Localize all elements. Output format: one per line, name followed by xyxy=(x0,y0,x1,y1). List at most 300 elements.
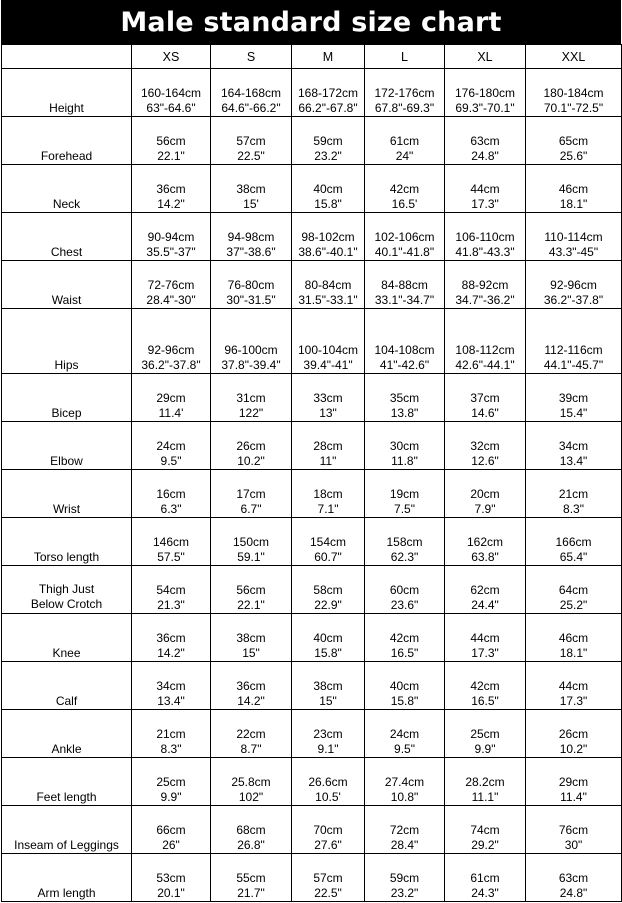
measurement-label-line: Thigh Just xyxy=(38,582,95,596)
cm-value: 146cm xyxy=(152,535,190,549)
cm-value: 29cm xyxy=(156,391,186,405)
cm-value: 88-92cm xyxy=(461,278,509,292)
cm-value: 25.8cm xyxy=(231,775,271,789)
measurement-label: Neck xyxy=(2,165,132,213)
cm-value: 40cm xyxy=(313,631,343,645)
inch-value: 14.2" xyxy=(237,694,265,708)
cm-value: 37cm xyxy=(470,391,500,405)
cm-value: 65cm xyxy=(558,134,589,148)
measurement-cell xyxy=(526,117,622,165)
measurement-cell xyxy=(211,261,292,309)
cm-value: 158cm xyxy=(386,535,423,549)
inch-value: 22.1" xyxy=(157,149,185,163)
measurement-cell xyxy=(132,117,211,165)
inch-value: 33.1"-34.7" xyxy=(374,293,435,307)
inch-value: 11" xyxy=(319,454,337,468)
inch-value: 22.9" xyxy=(314,598,342,612)
measurement-cell xyxy=(211,309,292,374)
measurement-cell xyxy=(211,854,292,902)
measurement-row xyxy=(2,470,622,518)
cm-value: 55cm xyxy=(236,871,266,885)
inch-value: 16.5" xyxy=(471,694,499,708)
measurement-cell xyxy=(292,309,365,374)
measurement-cell xyxy=(445,758,526,806)
measurement-cell xyxy=(292,614,365,662)
cm-value: 26cm xyxy=(558,727,589,741)
cm-value: 44cm xyxy=(558,679,589,693)
measurement-cell xyxy=(132,69,211,117)
measurement-cell xyxy=(365,261,445,309)
cm-value: 46cm xyxy=(558,182,589,196)
cm-value: 56cm xyxy=(236,583,266,597)
measurement-cell xyxy=(292,518,365,566)
cm-value: 33cm xyxy=(313,391,343,405)
cm-value: 40cm xyxy=(389,679,420,693)
inch-value: 17.3" xyxy=(559,694,588,708)
measurement-row xyxy=(2,758,622,806)
measurement-cell xyxy=(365,614,445,662)
measurement-cell xyxy=(526,662,622,710)
measurement-cell xyxy=(365,662,445,710)
inch-value: 11.8" xyxy=(391,454,418,468)
measurement-row xyxy=(2,854,622,902)
measurement-cell xyxy=(526,854,622,902)
cm-value: 92-96cm xyxy=(550,278,597,292)
cm-value: 94-98cm xyxy=(227,230,275,244)
measurement-cell xyxy=(292,69,365,117)
inch-value: 18.1" xyxy=(559,197,588,211)
inch-value: 15' xyxy=(243,197,259,211)
inch-value: 6.7" xyxy=(240,502,262,516)
cm-value: 66cm xyxy=(156,823,186,837)
measurement-cell xyxy=(292,758,365,806)
measurement-label xyxy=(2,566,132,614)
inch-value: 13" xyxy=(319,406,337,420)
cm-value: 46cm xyxy=(558,631,589,645)
cm-value: 34cm xyxy=(558,439,589,453)
inch-value: 24" xyxy=(395,149,414,163)
cm-value: 63cm xyxy=(558,871,589,885)
cm-value: 24cm xyxy=(389,727,420,741)
inch-value: 41"-42.6" xyxy=(379,358,430,372)
inch-value: 12.6" xyxy=(471,454,499,468)
cm-value: 54cm xyxy=(156,583,186,597)
measurement-cell xyxy=(445,165,526,213)
cm-value: 44cm xyxy=(470,631,500,645)
measurement-cell xyxy=(292,374,365,422)
cm-value: 112-116cm xyxy=(544,343,603,357)
measurement-cell xyxy=(445,566,526,614)
inch-value: 10.5' xyxy=(315,790,341,804)
measurement-cell xyxy=(132,614,211,662)
inch-value: 16.5' xyxy=(391,197,418,211)
inch-value: 15" xyxy=(319,694,337,708)
inch-value: 14.6" xyxy=(471,406,499,420)
measurement-cell xyxy=(365,374,445,422)
cm-value: 35cm xyxy=(389,391,420,405)
size-header-xxl: XXL xyxy=(526,45,622,69)
size-header-l: L xyxy=(365,45,445,69)
inch-value: 21.7" xyxy=(237,886,265,900)
inch-value: 43.3"-45" xyxy=(548,245,599,259)
inch-value: 63.8" xyxy=(471,550,499,564)
inch-value: 15.8" xyxy=(314,646,342,660)
inch-value: 38.6"-40.1" xyxy=(298,245,358,259)
cm-value: 98-102cm xyxy=(301,230,355,244)
measurement-cell xyxy=(292,470,365,518)
inch-value: 65.4" xyxy=(559,550,588,564)
measurement-cell xyxy=(445,374,526,422)
cm-value: 32cm xyxy=(470,439,500,453)
cm-value: 162cm xyxy=(466,535,504,549)
inch-value: 8.7" xyxy=(240,742,262,756)
measurement-cell xyxy=(445,806,526,854)
inch-value: 11.4' xyxy=(158,406,184,420)
measurement-cell xyxy=(445,710,526,758)
measurement-cell xyxy=(292,662,365,710)
measurement-cell xyxy=(211,566,292,614)
cm-value: 23cm xyxy=(313,727,343,741)
measurement-cell xyxy=(365,165,445,213)
inch-value: 15.8" xyxy=(390,694,419,708)
measurement-cell xyxy=(132,566,211,614)
measurement-cell xyxy=(445,854,526,902)
measurement-cell xyxy=(526,566,622,614)
cm-value: 44cm xyxy=(470,182,500,196)
measurement-cell xyxy=(526,614,622,662)
measurement-cell xyxy=(132,374,211,422)
measurement-row xyxy=(2,261,622,309)
cm-value: 180-184cm xyxy=(543,86,604,100)
measurement-cell xyxy=(445,518,526,566)
measurement-cell xyxy=(292,806,365,854)
inch-value: 9.5" xyxy=(160,454,182,468)
cm-value: 108-112cm xyxy=(455,343,515,357)
inch-value: 15" xyxy=(242,646,260,660)
measurement-label-line: Below Crotch xyxy=(30,597,103,611)
cm-value: 17cm xyxy=(236,487,266,501)
inch-value: 17.3" xyxy=(471,197,499,211)
measurement-cell xyxy=(526,69,622,117)
cm-value: 42cm xyxy=(389,182,420,196)
measurement-label: Chest xyxy=(2,213,132,261)
measurement-cell xyxy=(365,710,445,758)
cm-value: 57cm xyxy=(236,134,266,148)
measurement-cell xyxy=(211,374,292,422)
measurement-cell xyxy=(526,806,622,854)
inch-value: 24.8" xyxy=(471,149,499,163)
inch-value: 9.1" xyxy=(317,742,339,756)
measurement-cell xyxy=(211,470,292,518)
measurement-cell xyxy=(292,213,365,261)
inch-value: 37"-38.6" xyxy=(226,245,276,259)
measurement-cell xyxy=(132,806,211,854)
cm-value: 70cm xyxy=(313,823,343,837)
inch-value: 40.1"-41.8" xyxy=(374,245,435,259)
cm-value: 72cm xyxy=(389,823,420,837)
measurement-cell xyxy=(132,165,211,213)
measurement-cell xyxy=(132,710,211,758)
inch-value: 20.1" xyxy=(157,886,185,900)
measurement-cell xyxy=(365,566,445,614)
measurement-cell xyxy=(132,309,211,374)
inch-value: 28.4" xyxy=(390,838,419,852)
cm-value: 21cm xyxy=(156,727,186,741)
measurement-label: Height xyxy=(2,69,132,117)
inch-value: 44.1"-45.7" xyxy=(543,358,604,372)
inch-value: 30" xyxy=(564,838,583,852)
inch-value: 70.1"-72.5" xyxy=(543,101,604,115)
cm-value: 34cm xyxy=(156,679,186,693)
inch-value: 67.8"-69.3" xyxy=(374,101,435,115)
measurement-cell xyxy=(211,213,292,261)
cm-value: 42cm xyxy=(470,679,500,693)
inch-value: 66.2"-67.8" xyxy=(298,101,358,115)
size-chart-body xyxy=(2,69,622,902)
cm-value: 28cm xyxy=(313,439,343,453)
cm-value: 176-180cm xyxy=(454,86,516,100)
cm-value: 84-88cm xyxy=(381,278,428,292)
measurement-cell xyxy=(445,261,526,309)
inch-value: 23.2" xyxy=(314,149,342,163)
measurement-row xyxy=(2,806,622,854)
measurement-cell xyxy=(132,213,211,261)
cm-value: 40cm xyxy=(313,182,343,196)
cm-value: 36cm xyxy=(156,182,186,196)
measurement-cell xyxy=(132,470,211,518)
inch-value: 35.5"-37" xyxy=(146,245,196,259)
inch-value: 24.8" xyxy=(559,886,588,900)
cm-value: 61cm xyxy=(470,871,500,885)
measurement-cell xyxy=(526,309,622,374)
inch-value: 22.1" xyxy=(237,598,265,612)
measurement-row xyxy=(2,69,622,117)
inch-value: 15.4" xyxy=(559,406,588,420)
measurement-cell xyxy=(365,470,445,518)
inch-value: 122" xyxy=(238,406,264,420)
measurement-label: Feet length xyxy=(2,758,132,806)
measurement-cell xyxy=(365,69,445,117)
measurement-cell xyxy=(445,69,526,117)
size-header-xs: XS xyxy=(132,45,211,69)
measurement-row xyxy=(2,422,622,470)
inch-value: 30"-31.5" xyxy=(226,293,276,307)
measurement-cell xyxy=(211,518,292,566)
cm-value: 72-76cm xyxy=(147,278,195,292)
measurement-cell xyxy=(211,422,292,470)
cm-value: 25cm xyxy=(470,727,500,741)
cm-value: 36cm xyxy=(156,631,186,645)
cm-value: 76-80cm xyxy=(227,278,275,292)
cm-value: 27.4cm xyxy=(384,775,425,789)
cm-value: 36cm xyxy=(236,679,266,693)
inch-value: 10.8" xyxy=(390,790,419,804)
inch-value: 14.2" xyxy=(157,197,185,211)
cm-value: 42cm xyxy=(389,631,420,645)
measurement-label: Calf xyxy=(2,662,132,710)
cm-value: 30cm xyxy=(389,439,420,453)
cm-value: 26.6cm xyxy=(308,775,348,789)
measurement-cell xyxy=(365,518,445,566)
inch-value: 11.4" xyxy=(560,790,587,804)
inch-value: 36.2"-37.8" xyxy=(543,293,604,307)
cm-value: 58cm xyxy=(313,583,343,597)
cm-value: 164-168cm xyxy=(220,86,282,100)
cm-value: 19cm xyxy=(389,487,420,501)
inch-value: 8.3" xyxy=(563,502,584,516)
inch-value: 14.2" xyxy=(157,646,185,660)
measurement-cell xyxy=(445,213,526,261)
measurement-cell xyxy=(132,854,211,902)
cm-value: 150cm xyxy=(232,535,270,549)
cm-value: 24cm xyxy=(156,439,186,453)
cm-value: 63cm xyxy=(470,134,500,148)
inch-value: 41.8"-43.3" xyxy=(455,245,515,259)
measurement-row xyxy=(2,518,622,566)
measurement-cell xyxy=(132,758,211,806)
measurement-label: Ankle xyxy=(2,710,132,758)
measurement-cell xyxy=(211,806,292,854)
measurement-cell xyxy=(292,854,365,902)
inch-value: 17.3" xyxy=(471,646,499,660)
cm-value: 21cm xyxy=(558,487,589,501)
inch-value: 27.6" xyxy=(314,838,342,852)
measurement-cell xyxy=(211,710,292,758)
inch-value: 34.7"-36.2" xyxy=(455,293,515,307)
inch-value: 26" xyxy=(162,838,180,852)
cm-value: 59cm xyxy=(313,134,343,148)
measurement-cell xyxy=(292,566,365,614)
measurement-cell xyxy=(365,854,445,902)
measurement-cell xyxy=(132,518,211,566)
cm-value: 18cm xyxy=(313,487,343,501)
cm-value: 68cm xyxy=(236,823,266,837)
inch-value: 64.6"-66.2" xyxy=(221,101,281,115)
measurement-cell xyxy=(132,261,211,309)
inch-value: 22.5" xyxy=(237,149,265,163)
cm-value: 90-94cm xyxy=(147,230,195,244)
cm-value: 168-172cm xyxy=(297,86,359,100)
measurement-cell xyxy=(526,710,622,758)
measurement-label: Hips xyxy=(2,309,132,374)
cm-value: 59cm xyxy=(389,871,420,885)
inch-value: 28.4"-30" xyxy=(146,293,196,307)
cm-value: 38cm xyxy=(236,631,266,645)
cm-value: 154cm xyxy=(309,535,347,549)
measurement-cell xyxy=(445,422,526,470)
cm-value: 102-106cm xyxy=(374,230,435,244)
cm-value: 106-110cm xyxy=(455,230,515,244)
measurement-row xyxy=(2,710,622,758)
inch-value: 69.3"-70.1" xyxy=(455,101,515,115)
cm-value: 74cm xyxy=(470,823,500,837)
measurement-cell xyxy=(132,662,211,710)
measurement-cell xyxy=(292,261,365,309)
inch-value: 15.8" xyxy=(314,197,342,211)
inch-value: 22.5" xyxy=(314,886,342,900)
inch-value: 13.8" xyxy=(390,406,419,420)
measurement-row xyxy=(2,213,622,261)
cm-value: 38cm xyxy=(236,182,266,196)
cm-value: 56cm xyxy=(156,134,186,148)
cm-value: 38cm xyxy=(313,679,343,693)
cm-value: 53cm xyxy=(156,871,186,885)
measurement-label: Forehead xyxy=(2,117,132,165)
measurement-cell xyxy=(526,374,622,422)
inch-value: 16.5" xyxy=(390,646,419,660)
size-chart-table xyxy=(1,44,622,902)
cm-value: 60cm xyxy=(389,583,420,597)
inch-value: 59.1" xyxy=(237,550,265,564)
measurement-row xyxy=(2,309,622,374)
cm-value: 160-164cm xyxy=(140,86,202,100)
measurement-row xyxy=(2,614,622,662)
inch-value: 23.6" xyxy=(390,598,419,612)
cm-value: 28.2cm xyxy=(465,775,505,789)
inch-value: 29.2" xyxy=(471,838,499,852)
measurement-label: Waist xyxy=(2,261,132,309)
measurement-label: Knee xyxy=(2,614,132,662)
cm-value: 104-108cm xyxy=(374,343,435,357)
measurement-label: Elbow xyxy=(2,422,132,470)
cm-value: 26cm xyxy=(236,439,266,453)
inch-value: 9.9" xyxy=(474,742,496,756)
inch-value: 39.4"-41" xyxy=(303,358,353,372)
measurement-label: Wrist xyxy=(2,470,132,518)
cm-value: 64cm xyxy=(558,583,589,597)
inch-value: 8.3" xyxy=(160,742,182,756)
inch-value: 11.1" xyxy=(471,790,499,804)
measurement-cell xyxy=(292,710,365,758)
measurement-cell xyxy=(365,117,445,165)
inch-value: 23.2" xyxy=(390,886,419,900)
cm-value: 92-96cm xyxy=(147,343,195,357)
inch-value: 24.4" xyxy=(471,598,499,612)
measurement-label: Arm length xyxy=(2,854,132,902)
size-header-s: S xyxy=(211,45,292,69)
cm-value: 166cm xyxy=(555,535,592,549)
inch-value: 10.2" xyxy=(559,742,588,756)
header-corner xyxy=(2,45,132,69)
measurement-cell xyxy=(526,422,622,470)
cm-value: 20cm xyxy=(470,487,500,501)
cm-value: 39cm xyxy=(558,391,589,405)
size-header-row xyxy=(2,45,622,69)
inch-value: 37.8"-39.4" xyxy=(221,358,281,372)
inch-value: 7.1" xyxy=(317,502,339,516)
cm-value: 29cm xyxy=(558,775,589,789)
cm-value: 110-114cm xyxy=(544,230,603,244)
measurement-row xyxy=(2,566,622,614)
measurement-cell xyxy=(132,422,211,470)
measurement-cell xyxy=(211,117,292,165)
measurement-cell xyxy=(365,758,445,806)
inch-value: 9.5" xyxy=(394,742,415,756)
measurement-cell xyxy=(526,165,622,213)
measurement-row xyxy=(2,117,622,165)
cm-value: 62cm xyxy=(470,583,500,597)
inch-value: 26.8" xyxy=(237,838,265,852)
measurement-cell xyxy=(211,758,292,806)
inch-value: 31.5"-33.1" xyxy=(298,293,358,307)
inch-value: 7.9" xyxy=(474,502,496,516)
measurement-cell xyxy=(526,261,622,309)
measurement-cell xyxy=(526,213,622,261)
measurement-cell xyxy=(292,422,365,470)
measurement-row xyxy=(2,662,622,710)
measurement-cell xyxy=(292,117,365,165)
measurement-cell xyxy=(445,117,526,165)
